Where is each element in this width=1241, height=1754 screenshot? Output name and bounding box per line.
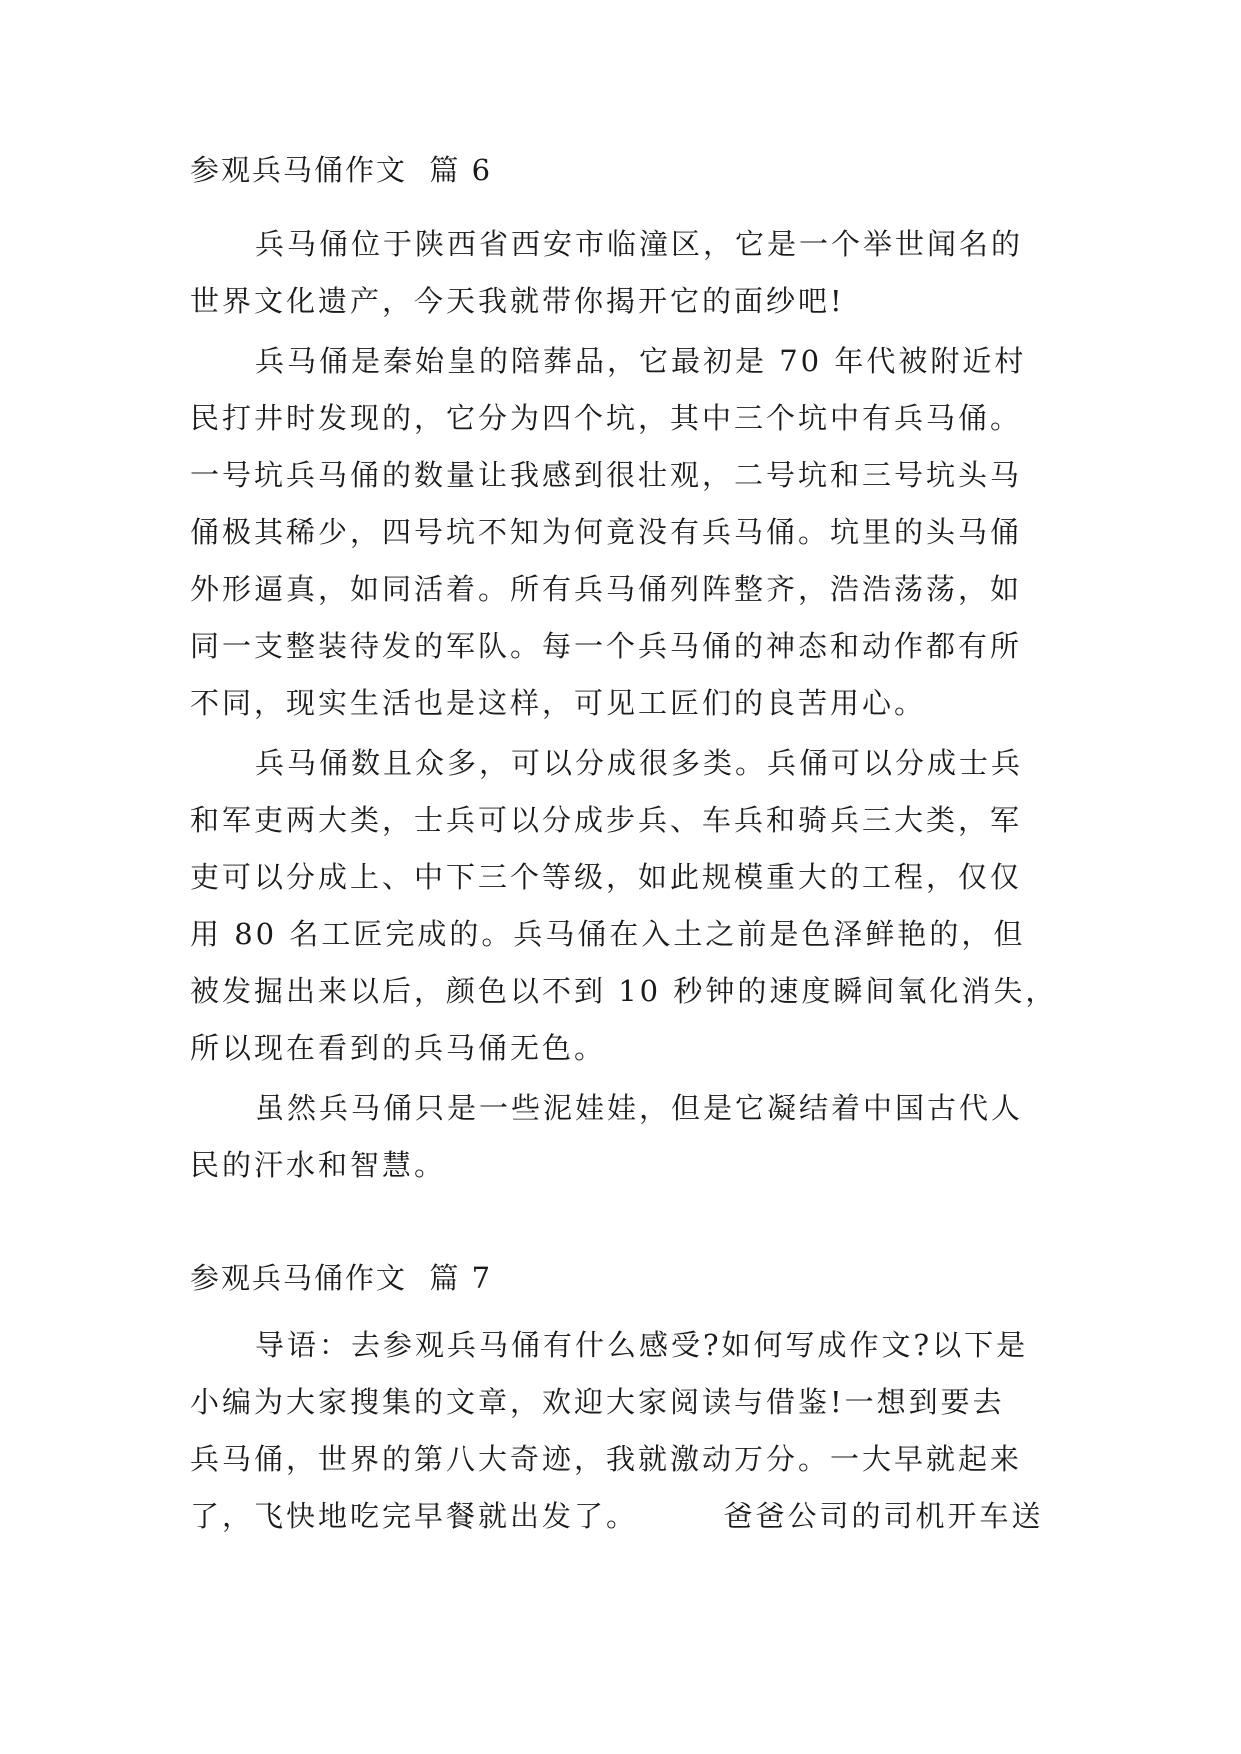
paragraph-line: 俑极其稀少，四号坑不知为何竟没有兵马俑。坑里的头马俑 — [190, 515, 1023, 549]
paragraph-line: 民打井时发现的，它分为四个坑，其中三个坑中有兵马俑。 — [190, 401, 1023, 435]
paragraph-line: 兵马俑数且众多，可以分成很多类。兵俑可以分成士兵 — [255, 746, 1024, 780]
paragraph-line: 所以现在看到的兵马俑无色。 — [190, 1031, 607, 1065]
section-title: 参观兵马俑作文 篇 7 — [190, 1261, 493, 1295]
paragraph-line: 同一支整装待发的军队。每一个兵马俑的神态和动作都有所 — [190, 629, 1023, 663]
paragraph-line: 兵马俑位于陕西省西安市临潼区，它是一个举世闻名的 — [255, 227, 1024, 261]
paragraph-line: 和军吏两大类，士兵可以分成步兵、车兵和骑兵三大类，军 — [190, 803, 1023, 837]
paragraph-line: 外形逼真，如同活着。所有兵马俑列阵整齐，浩浩荡荡，如 — [190, 572, 1023, 606]
paragraph-line: 一号坑兵马俑的数量让我感到很壮观，二号坑和三号坑头马 — [190, 458, 1023, 492]
paragraph-line: 虽然兵马俑只是一些泥娃娃，但是它凝结着中国古代人 — [255, 1091, 1024, 1125]
paragraph-line: 世界文化遗产，今天我就带你揭开它的面纱吧! — [190, 284, 845, 318]
section-title: 参观兵马俑作文 篇 6 — [190, 153, 493, 187]
paragraph-line: 被发掘出来以后，颜色以不到 10 秒钟的速度瞬间氧化消失， — [190, 974, 1058, 1008]
paragraph-line: 不同，现实生活也是这样，可见工匠们的良苦用心。 — [190, 686, 927, 720]
paragraph-line: 小编为大家搜集的文章，欢迎大家阅读与借鉴!一想到要去 — [190, 1385, 1005, 1419]
paragraph-line: 了，飞快地吃完早餐就出发了。 爸爸公司的司机开车送 — [190, 1499, 1044, 1533]
paragraph-line: 导语：去参观兵马俑有什么感受?如何写成作文?以下是 — [255, 1328, 1029, 1362]
paragraph-line: 民的汗水和智慧。 — [190, 1148, 447, 1182]
paragraph-line: 兵马俑，世界的第八大奇迹，我就激动万分。一大早就起来 — [190, 1442, 1023, 1476]
paragraph-line: 用 80 名工匠完成的。兵马俑在入土之前是色泽鲜艳的，但 — [190, 917, 1026, 951]
paragraph-line: 吏可以分成上、中下三个等级，如此规模重大的工程，仅仅 — [190, 860, 1023, 894]
paragraph-line: 兵马俑是秦始皇的陪葬品，它最初是 70 年代被附近村 — [255, 344, 1027, 378]
